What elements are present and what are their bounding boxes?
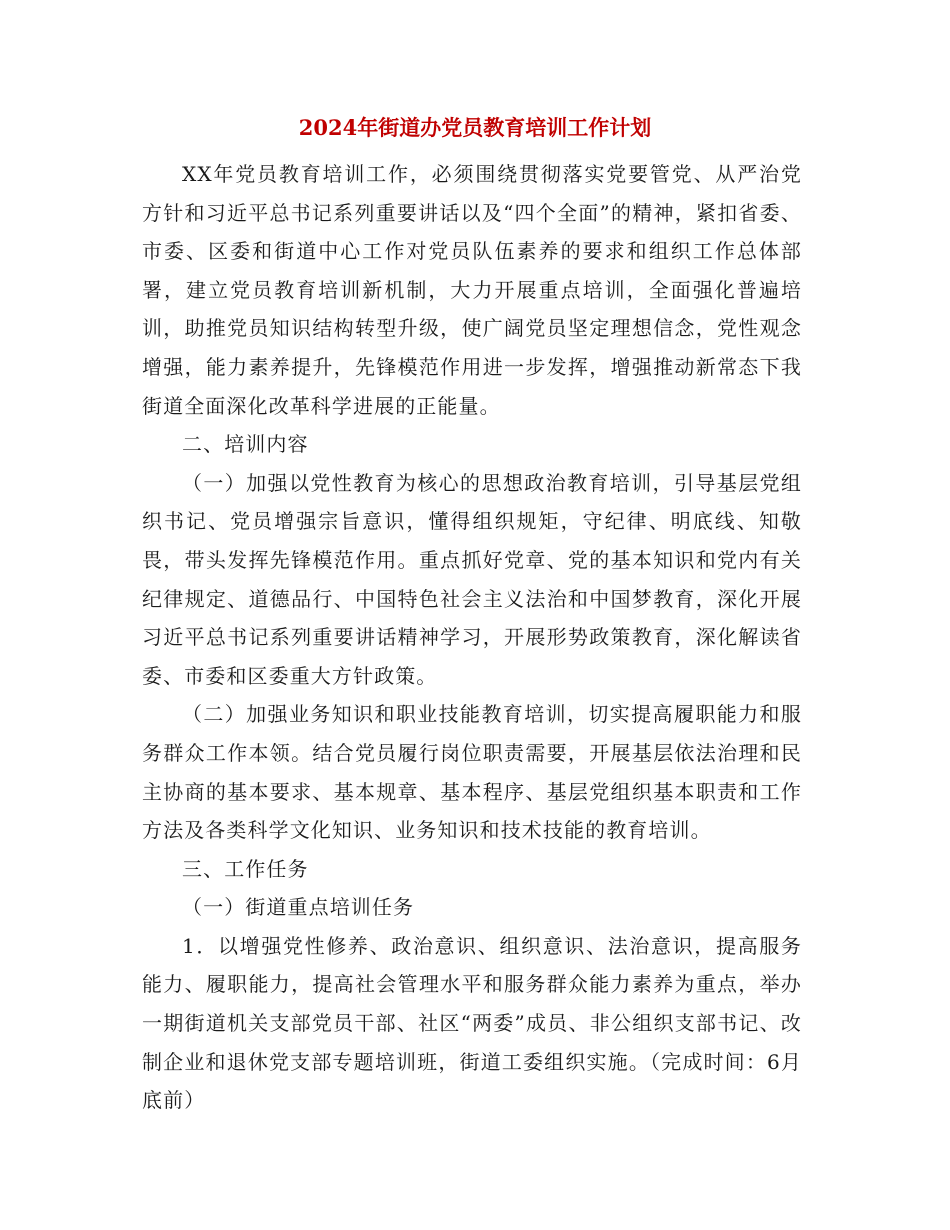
paragraph-task-1: 1．以增强党性修养、政治意识、组织意识、法治意识，提高服务能力、履职能力，提高社会管理水平和服务群众能力素养为重点，举办一期街道机关支部党员干部、社区“两委”成员、非公组织支部书记、改制企业和退休党支部专题培训班，街道工委组织实施。（完成时间：6月底前） [142, 933, 802, 1113]
document-title: 2024年街道办党员教育培训工作计划 [298, 115, 652, 140]
document-body [142, 155, 802, 1120]
subheading-key-training: （一）街道重点培训任务 [182, 895, 415, 920]
heading-work-tasks: 三、工作任务 [182, 856, 309, 881]
paragraph-political-education: （一）加强以党性教育为核心的思想政治教育培训，引导基层党组织书记、党员增强宗旨意识，懂得组织规矩，守纪律、明底线、知敬畏，带头发挥先锋模范作用。重点抓好党章、党的基本知识和党内有关纪律规定、道德品行、中国特色社会主义法治和中国梦教育，深化开展习近平总书记系列重要讲话精神学习，开展形势政策教育，深化解读省委、市委和区委重大方针政策。 [142, 470, 802, 688]
paragraph-skills-education: （二）加强业务知识和职业技能教育培训，切实提高履职能力和服务群众工作本领。结合党员履行岗位职责需要，开展基层依法治理和民主协商的基本要求、基本规章、基本程序、基层党组织基本职责和工作方法及各类科学文化知识、业务知识和技术技能的教育培训。 [142, 702, 802, 843]
paragraph-intro: XX年党员教育培训工作，必须围绕贯彻落实党要管党、从严治党方针和习近平总书记系列重要讲话以及“四个全面”的精神，紧扣省委、市委、区委和街道中心工作对党员队伍素养的要求和组织工作总体部署，建立党员教育培训新机制，大力开展重点培训，全面强化普遍培训，助推党员知识结构转型升级，使广阔党员坚定理想信念，党性观念增强，能力素养提升，先锋模范作用进一步发挥，增强推动新常态下我街道全面深化改革科学进展的正能量。 [142, 162, 802, 418]
heading-training-content: 二、培训内容 [182, 432, 309, 457]
